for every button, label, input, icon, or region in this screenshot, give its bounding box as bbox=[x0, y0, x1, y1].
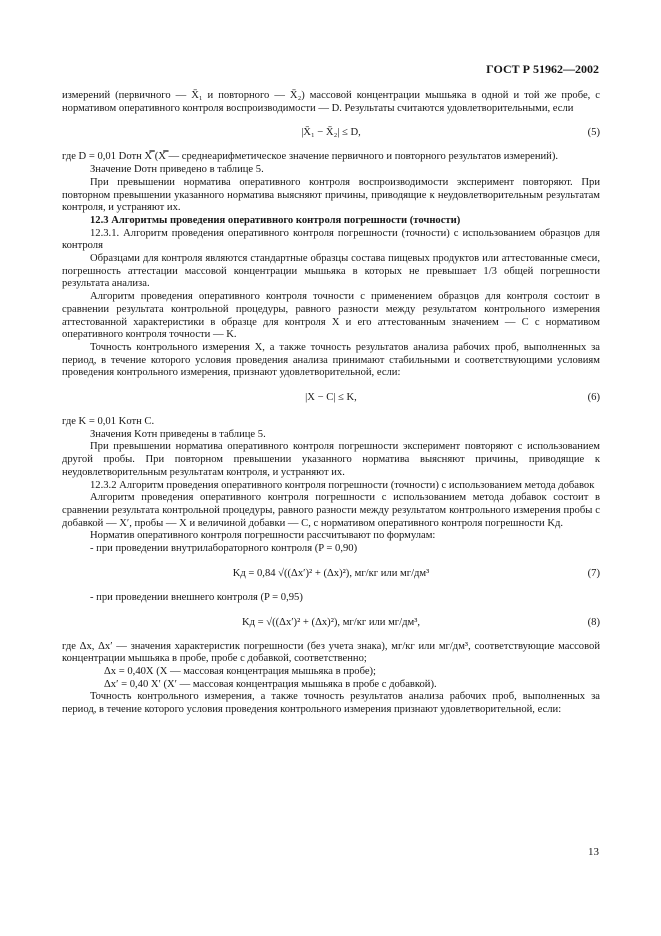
formula-5 bbox=[62, 127, 600, 142]
paragraph: Алгоритм проведения оперативного контроля погрешности с использованием метода добавок состоит в сравнении результата контрольной процедуры, равного разности между результатом контрольного измерения пробы с добавкой — X′, пробы — X и величиной добавки — C, с нормативом оперативного контроля погрешности Kд. bbox=[62, 492, 600, 529]
paragraph: 12.3.1. Алгоритм проведения оперативного контроля погрешности (точности) с использованием образцов для контроля bbox=[62, 227, 600, 252]
paragraph: 12.3.2 Алгоритм проведения оперативного контроля погрешности (точности) с использованием метода добавок bbox=[90, 479, 595, 491]
formula-6 bbox=[62, 392, 600, 407]
paragraph: Точность контрольного измерения, а также точность результатов анализа рабочих проб, выполненных за период, в течение которого условия проведения контрольного измерения признают удовлетворительной, если: bbox=[62, 691, 600, 716]
section-heading: 12.3 Алгоритмы проведения оперативного контроля погрешности (точности) bbox=[90, 214, 461, 226]
page-body bbox=[62, 90, 600, 717]
list-item: - при проведении внутрилабораторного контроля (P = 0,90) bbox=[90, 543, 358, 555]
paragraph: где Δx, Δx′ — значения характеристик погрешности (без учета знака), мг/кг или мг/дм³, соответствующие массовой концентрации мышьяка в пробе, пробе с добавкой, соответственно; bbox=[62, 640, 600, 665]
definition-line: Δx = 0,40X (X — массовая концентрация мышьяка в пробе); bbox=[104, 665, 376, 677]
paragraph: Норматив оперативного контроля погрешности рассчитывают по формулам: bbox=[90, 530, 436, 542]
formula-number: (8) bbox=[587, 616, 600, 628]
paragraph: Значение Dотн приведено в таблице 5. bbox=[90, 164, 264, 176]
paragraph: где K = 0,01 Kотн C. bbox=[62, 416, 155, 428]
formula-expression: |X̄₁ − X̄₂| ≤ D, bbox=[301, 127, 361, 139]
formula-number: (7) bbox=[587, 567, 600, 579]
formula-number: (6) bbox=[587, 392, 600, 404]
list-item: - при проведении внешнего контроля (P = 0,95) bbox=[90, 591, 303, 603]
paragraph: При превышении норматива оперативного контроля воспроизводимости эксперимент повторяют. При повторном превышении указанного норматива выясняют причины, приводящие к неудовлетворительным результатам контроля, и устраняют их. bbox=[62, 176, 600, 214]
formula-expression: |X − C| ≤ K, bbox=[305, 392, 357, 404]
formula-number: (5) bbox=[587, 127, 600, 139]
paragraph: Точность контрольного измерения X, а также точность результатов анализа рабочих проб, выполненных за период, в течение которого условия проведения анализа принимают стабильными и соответствующими условиям проведения контрольного измерения, признают удовлетворительной, если: bbox=[62, 341, 600, 379]
paragraph: Алгоритм проведения оперативного контроля точности с применением образцов для контроля состоит в сравнении результата контрольной процедуры, равного разности между результатом контрольного измерения аттестованной характеристики в образце для контроля X и его аттестованным значением — C с нормативом оперативного контроля точности — K. bbox=[62, 291, 600, 341]
paragraph: Образцами для контроля являются стандартные образцы состава пищевых продуктов или аттестованные смеси, погрешность аттестации массовой концентрации мышьяка в которых не превышает 1/3 общей погрешности результата анализа. bbox=[62, 253, 600, 290]
definition-line: Δx′ = 0,40 X′ (X′ — массовая концентрация мышьяка в пробе с добавкой). bbox=[104, 678, 437, 690]
formula-7 bbox=[62, 568, 600, 583]
formula-expression: Kд = 0,84 √((Δx′)² + (Δx)²), мг/кг или мг/дм³ bbox=[232, 567, 430, 579]
formula-8 bbox=[62, 617, 600, 632]
paragraph: Значения Kотн приведены в таблице 5. bbox=[90, 428, 266, 440]
standard-designation: ГОСТ Р 51962—2002 bbox=[486, 62, 599, 76]
paragraph: где D = 0,01 Dотн X̿ (X̿ — среднеарифметическое значение первичного и повторного результатов измерений). bbox=[62, 151, 559, 163]
paragraph: При превышении норматива оперативного контроля погрешности эксперимент повторяют с использованием другой пробы. При повторном превышении указанного норматива выясняют причины, приводящие к неудовлетворительным результатам контроля, и устраняют их. bbox=[62, 441, 600, 478]
page-number: 13 bbox=[588, 846, 599, 858]
paragraph: измерений (первичного — X̄₁ и повторного — X̄₂) массовой концентрации мышьяка в одной и той же пробе, с нормативом оперативного контроля воспроизводимости — D. Результаты считаются удовлетворительными, если bbox=[62, 90, 600, 114]
formula-expression: Kд = √((Δx′)² + (Δx)²), мг/кг или мг/дм³, bbox=[241, 616, 421, 628]
